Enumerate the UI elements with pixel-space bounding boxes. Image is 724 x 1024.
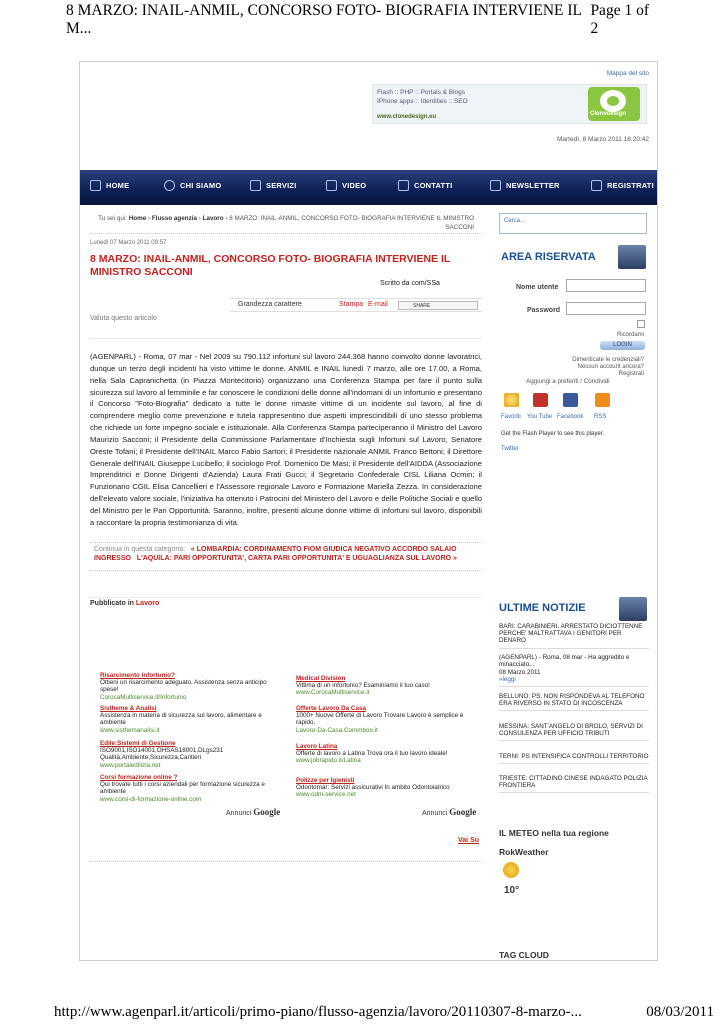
divider <box>90 861 482 862</box>
temperature: 10° <box>504 885 520 896</box>
article-title: 8 MARZO: INAIL-ANMIL, CONCORSO FOTO- BIOGRAFIA INTERVIENE IL MINISTRO SACCONI <box>90 253 451 278</box>
meteo-title: IL METEO nella tua regione <box>499 828 609 838</box>
article-byline: Scritto da com/SSa <box>380 280 440 287</box>
nav-registrati[interactable] <box>591 180 654 191</box>
nav-chi-siamo[interactable] <box>164 180 221 191</box>
nav-home[interactable] <box>90 180 129 191</box>
news-item[interactable]: BELLUNO: PS, NON RISPONDEVA AL TELEFONO ERA RIVERSO IN STATO DI INCOSCENZA <box>499 693 649 711</box>
share-button[interactable]: SHARE <box>398 301 478 310</box>
adsense-label[interactable] <box>226 807 280 817</box>
ad-url[interactable]: www.odm-service.net <box>296 791 356 799</box>
meteo-subtitle: RokWeather <box>499 847 549 857</box>
list-icon <box>250 180 261 191</box>
ad-text: Odontomar: Servizi assicurativi In ambito Odontoiatrico <box>296 784 450 792</box>
ad-text: Offerte di lavoro a Latina Trova ora il tuo lavoro ideale! <box>296 750 448 758</box>
ultime-notizie-title: ULTIME NOTIZIE <box>499 602 586 614</box>
star-icon[interactable] <box>504 393 519 407</box>
print-date: 08/03/2011 <box>646 1003 714 1020</box>
ad-title[interactable]: Corsi formazione online ? <box>100 774 178 781</box>
published-in <box>90 597 482 607</box>
ad-text: Qui trovate tutti i corsi aziendali per formazione sicurezza e ambiente <box>100 781 265 796</box>
ad-title[interactable]: Risarcimento infortunio? <box>100 672 175 679</box>
flash-player-area[interactable] <box>501 426 651 438</box>
next-article-link[interactable]: L'AQUILA: PARI OPPORTUNITA', CARTA PARI OPPORTUNITA' E UGUAGLIANZA SUL LAVORO » <box>136 554 457 562</box>
search-input[interactable]: Cerca... <box>499 213 647 234</box>
ad-title[interactable]: Lavoro Latina <box>296 743 338 750</box>
nav-servizi[interactable] <box>250 180 296 191</box>
ad-url[interactable]: www.sisthemanalisi.it <box>100 726 160 734</box>
article-toolbar <box>230 298 482 312</box>
social-rss[interactable]: RSS <box>594 414 607 420</box>
ad-url[interactable]: www.portaledilizia.net <box>100 761 161 769</box>
username-label: Nome utente <box>516 284 559 291</box>
nav-newsletter[interactable] <box>490 180 560 191</box>
read-more-link[interactable]: »leggi <box>499 676 649 687</box>
logo-text: Clonedesign <box>590 111 627 117</box>
google-brand: Google <box>253 807 281 817</box>
banner-url: www.clonedesign.eu <box>377 114 437 120</box>
ad-text: 1000+ Nuove Offerte di Lavoro Trovare Lavoro è semplice e rapido. <box>296 712 464 727</box>
social-favoriti[interactable]: Favoriti <box>501 414 521 420</box>
category-label: Continua in questa categoria: <box>94 546 186 553</box>
breadcrumb-item[interactable]: Lavoro <box>202 215 224 222</box>
nav-label: CHI SIAMO <box>180 181 222 190</box>
ad-url[interactable]: www.CorocaMultiservice.it <box>296 689 370 697</box>
nav-label: CONTATTI <box>414 181 453 190</box>
news-icon <box>619 597 647 621</box>
breadcrumb-item[interactable]: Flusso agenzia <box>151 215 197 222</box>
ad-block[interactable] <box>296 705 476 734</box>
published-label: Pubblicato in <box>90 600 134 607</box>
password-label: Password <box>527 307 561 314</box>
ad-block[interactable] <box>100 774 280 803</box>
news-item[interactable]: MESSINA: SANT'ANGELO DI BROLO, SERVIZI DI CONSULENZA PER UFFICIO TRIBUTI <box>499 723 649 741</box>
annunci-text: Annunci <box>422 810 448 817</box>
social-youtube[interactable]: You Tube <box>527 414 553 420</box>
breadcrumb-current: 8 MARZO: INAIL-ANMIL, CONCORSO FOTO- BIOGRAFIA INTERVIENE IL MINISTRO SACCONI <box>229 215 474 231</box>
ad-title[interactable]: Polizze per Igienisti <box>296 777 355 784</box>
ad-block[interactable] <box>296 777 476 799</box>
username-field[interactable] <box>566 279 646 292</box>
password-field[interactable] <box>566 302 646 315</box>
banner-line: IPhone apps :: Identities :: SEO <box>377 98 468 105</box>
google-brand: Google <box>449 807 477 817</box>
facebook-icon[interactable] <box>563 393 578 407</box>
banner-line: Flash :: PHP :: Portals & Blogs <box>377 89 466 96</box>
article-date: Lunedì 07 Marzo 2011 09:57 <box>90 240 167 246</box>
ad-url[interactable]: www.corsi-di-formazione-online.com <box>100 795 202 803</box>
nav-label: SERVIZI <box>266 181 297 190</box>
rating[interactable]: Valuta questo articolo <box>90 315 482 339</box>
rss-icon[interactable] <box>595 393 610 407</box>
font-size-control[interactable]: Grandezza carattere <box>238 301 302 308</box>
ad-block[interactable] <box>100 672 280 701</box>
info-icon <box>164 180 175 191</box>
remember-label: Ricordami <box>616 332 644 338</box>
ad-title[interactable]: Medical Division <box>296 675 346 682</box>
nav-label: HOME <box>106 181 130 190</box>
sitemap-link[interactable]: Mappa del sito <box>606 70 649 77</box>
area-riservata-title: AREA RISERVATA <box>501 251 596 263</box>
flash-player-text: Get the Flash Player to see this player. <box>501 431 605 437</box>
ad-text: ISO9001,ISO14001,OHSAS18001,DLgs231 Qualità,Ambiente,Sicurezza,Cantieri <box>100 747 224 762</box>
news-date: 08 Marzo 2011 <box>499 669 541 676</box>
print-title: 8 MARZO: INAIL-ANMIL, CONCORSO FOTO- BIOGRAFIA INTERVIENE IL M... <box>66 2 582 37</box>
ad-block[interactable] <box>100 740 280 769</box>
ad-title[interactable]: Edile:Sistemi di Gestione <box>100 740 176 747</box>
ad-title[interactable]: Sistheme & Analisi <box>100 705 157 712</box>
remember-checkbox[interactable] <box>637 320 645 328</box>
ad-title[interactable]: Offerte Lavoro Da Casa <box>296 705 366 712</box>
login-button[interactable]: LOGIN <box>600 341 645 350</box>
breadcrumb-sep: › <box>225 215 228 222</box>
breadcrumb-sep: › <box>198 215 201 222</box>
print-link[interactable]: Stampa <box>339 301 364 308</box>
nav-label: NEWSLETTER <box>506 181 560 190</box>
youtube-icon[interactable] <box>533 393 548 407</box>
ad-url[interactable]: CorocaMultiservice.it/Infortunio <box>100 693 187 701</box>
divider <box>90 233 482 234</box>
article-body: (AGENPARL) - Roma, 07 mar - Nel 2009 su 790.112 infortuni sul lavoro 244.368 hanno coinvolto donne lavoratrici, dunque un terzo degli incidenti ha visto vittime le donne. ANMIL e INAIL lunedì 7 marzo, alle ore 17.00, a Roma, nella Sala Capranichetta (in Piazza Montecitorio) organizzano una Conferenza Stampa per fare il punto sulla sicurezza sul lavoro al femminile e far conoscere le condizioni delle donne all'indomani di un infortunio e presentano il Concorso "Foto-Biografia" dedicato a tutte le donne rimaste vittime di un incidente sul lavoro, al fine di comprendere meglio come prevenzione e tutela rappresentino due aspetti imprescindibili di uno stesso problema che richiede un forte impegno sociale e istituzionale. Alla Conferenza Stampa parteciperanno il Ministro del Lavoro Maurizio Sacconi; il Presidente della Commissione Parlamentare d'Inchiesta sugli Infortuni sul Lavoro, Senatore Oreste Tofani; il Presidente dell'INAIL Marco Fabio Sartori; il Presidente nazionale ANMIL Franco Bettoni; il Direttore Generale dell'INAIL Giuseppe Lucibello; il sociologo Prof. Domenico De Masi; il Presidente dell'AIDDA (Associazione Imprenditrici e Donne Dirigenti d'Azienda) Laura Frati Gucci; il Segretario Confederale CISL Liliana Ocmin; il Funzionario CGIL Elisa Cancellieri e l'Assessore regionale Lavoro e Formazione Mariella Zezza. In considerazione dell'elevato valore sociale, l'iniziativa ha ottenuto i Patrocini del Ministero del Lavoro e delle Politiche Sociali e quello del Ministro per le Pari Opportunità. Saranno, inoltre, presenti alcune donne vittime di infortuni sul lavoro, disponibili a raccontare la propria testimonianza di vita. <box>90 352 482 527</box>
print-url: http://www.agenparl.it/articoli/primo-piano/flusso-agenzia/lavoro/20110307-8-marzo-... <box>54 1003 582 1020</box>
news-item[interactable]: TERNI: PS INTENSIFICA CONTROLLI TERRITORIO <box>499 753 649 764</box>
print-header <box>0 0 724 40</box>
phone-icon <box>398 180 409 191</box>
news-excerpt: (AGENPARL) - Roma, 08 mar - Ha aggredito e minacciato... <box>499 654 630 669</box>
twitter-link[interactable]: Twitter <box>501 446 519 452</box>
news-item[interactable]: BARI: CARABINIERI, ARRESTATO DICIOTTENNE PERCHE' MALTRATTAVA I GENITORI PER DENARO <box>499 623 649 649</box>
sun-icon <box>503 862 519 878</box>
logo-circle-inner <box>607 96 619 106</box>
nav-label: VIDEO <box>342 181 367 190</box>
breadcrumb-prefix: Tu sei qui: <box>98 215 127 222</box>
back-to-top-link[interactable]: Vai Su <box>458 837 480 844</box>
print-footer <box>0 1000 724 1024</box>
mail-icon <box>490 180 501 191</box>
nav-label: REGISTRATI <box>607 181 654 190</box>
lock-icon <box>618 245 646 269</box>
ad-url[interactable]: Lavoro-Da-Casa.Commboo.it <box>296 726 378 734</box>
nav-video[interactable] <box>326 180 366 191</box>
film-icon <box>326 180 337 191</box>
breadcrumb <box>94 215 474 232</box>
main-nav <box>80 170 658 205</box>
breadcrumb-home[interactable]: Home <box>128 215 147 222</box>
ad-text: Ottieni un risarcimento adeguato. Assistenza senza anticipo spese! <box>100 679 267 694</box>
home-icon <box>90 180 101 191</box>
adsense-label[interactable] <box>422 807 476 817</box>
breadcrumb-sep: › <box>147 215 151 222</box>
ad-block[interactable] <box>296 675 476 697</box>
ad-text: Vittima di un infortunio? Esaminiamo il tuo caso! <box>296 682 430 690</box>
clonedesign-logo <box>588 87 640 121</box>
ad-url[interactable]: www.jobrapido.it/Latina <box>296 757 361 765</box>
lock-icon <box>591 180 602 191</box>
ad-text: Assistenza in materia di sicurezza sul lavoro, alimentare e ambiente <box>100 712 262 727</box>
no-account-text: Nessun account ancora? <box>577 364 644 370</box>
social-facebook[interactable]: Facebook <box>557 414 584 420</box>
datetime: Martedì, 8 Marzo 2011 16:20:42 <box>556 136 649 143</box>
banner-text <box>377 88 468 106</box>
register-link[interactable]: Registrati <box>618 371 644 377</box>
social-title: Aggiungi a preferiti / Condividi <box>526 378 610 385</box>
news-item[interactable]: TRIESTE: CITTADINO CINESE INDAGATO POLIZIA FRONTIERA <box>499 775 649 793</box>
ad-block[interactable] <box>100 705 280 734</box>
annunci-text: Annunci <box>226 810 252 817</box>
tag-cloud-title: TAG CLOUD <box>499 950 549 960</box>
print-page: Page 1 of 2 <box>590 2 649 37</box>
published-link[interactable]: Lavoro <box>135 600 160 607</box>
forgot-link[interactable]: Dimenticate le credenziali? <box>572 357 644 363</box>
nav-contatti[interactable] <box>398 180 452 191</box>
email-link[interactable]: E-mail <box>368 301 388 308</box>
ad-block[interactable] <box>296 743 476 765</box>
page-frame <box>79 61 658 961</box>
category-nav <box>90 542 482 571</box>
banner-ad[interactable] <box>372 84 647 124</box>
prev-article-link[interactable]: « LOMBARDIA: CORDINAMENTO FIOM GIUDICA NEGATIVO ACCORDO SALAIO INGRESSO <box>94 546 457 562</box>
